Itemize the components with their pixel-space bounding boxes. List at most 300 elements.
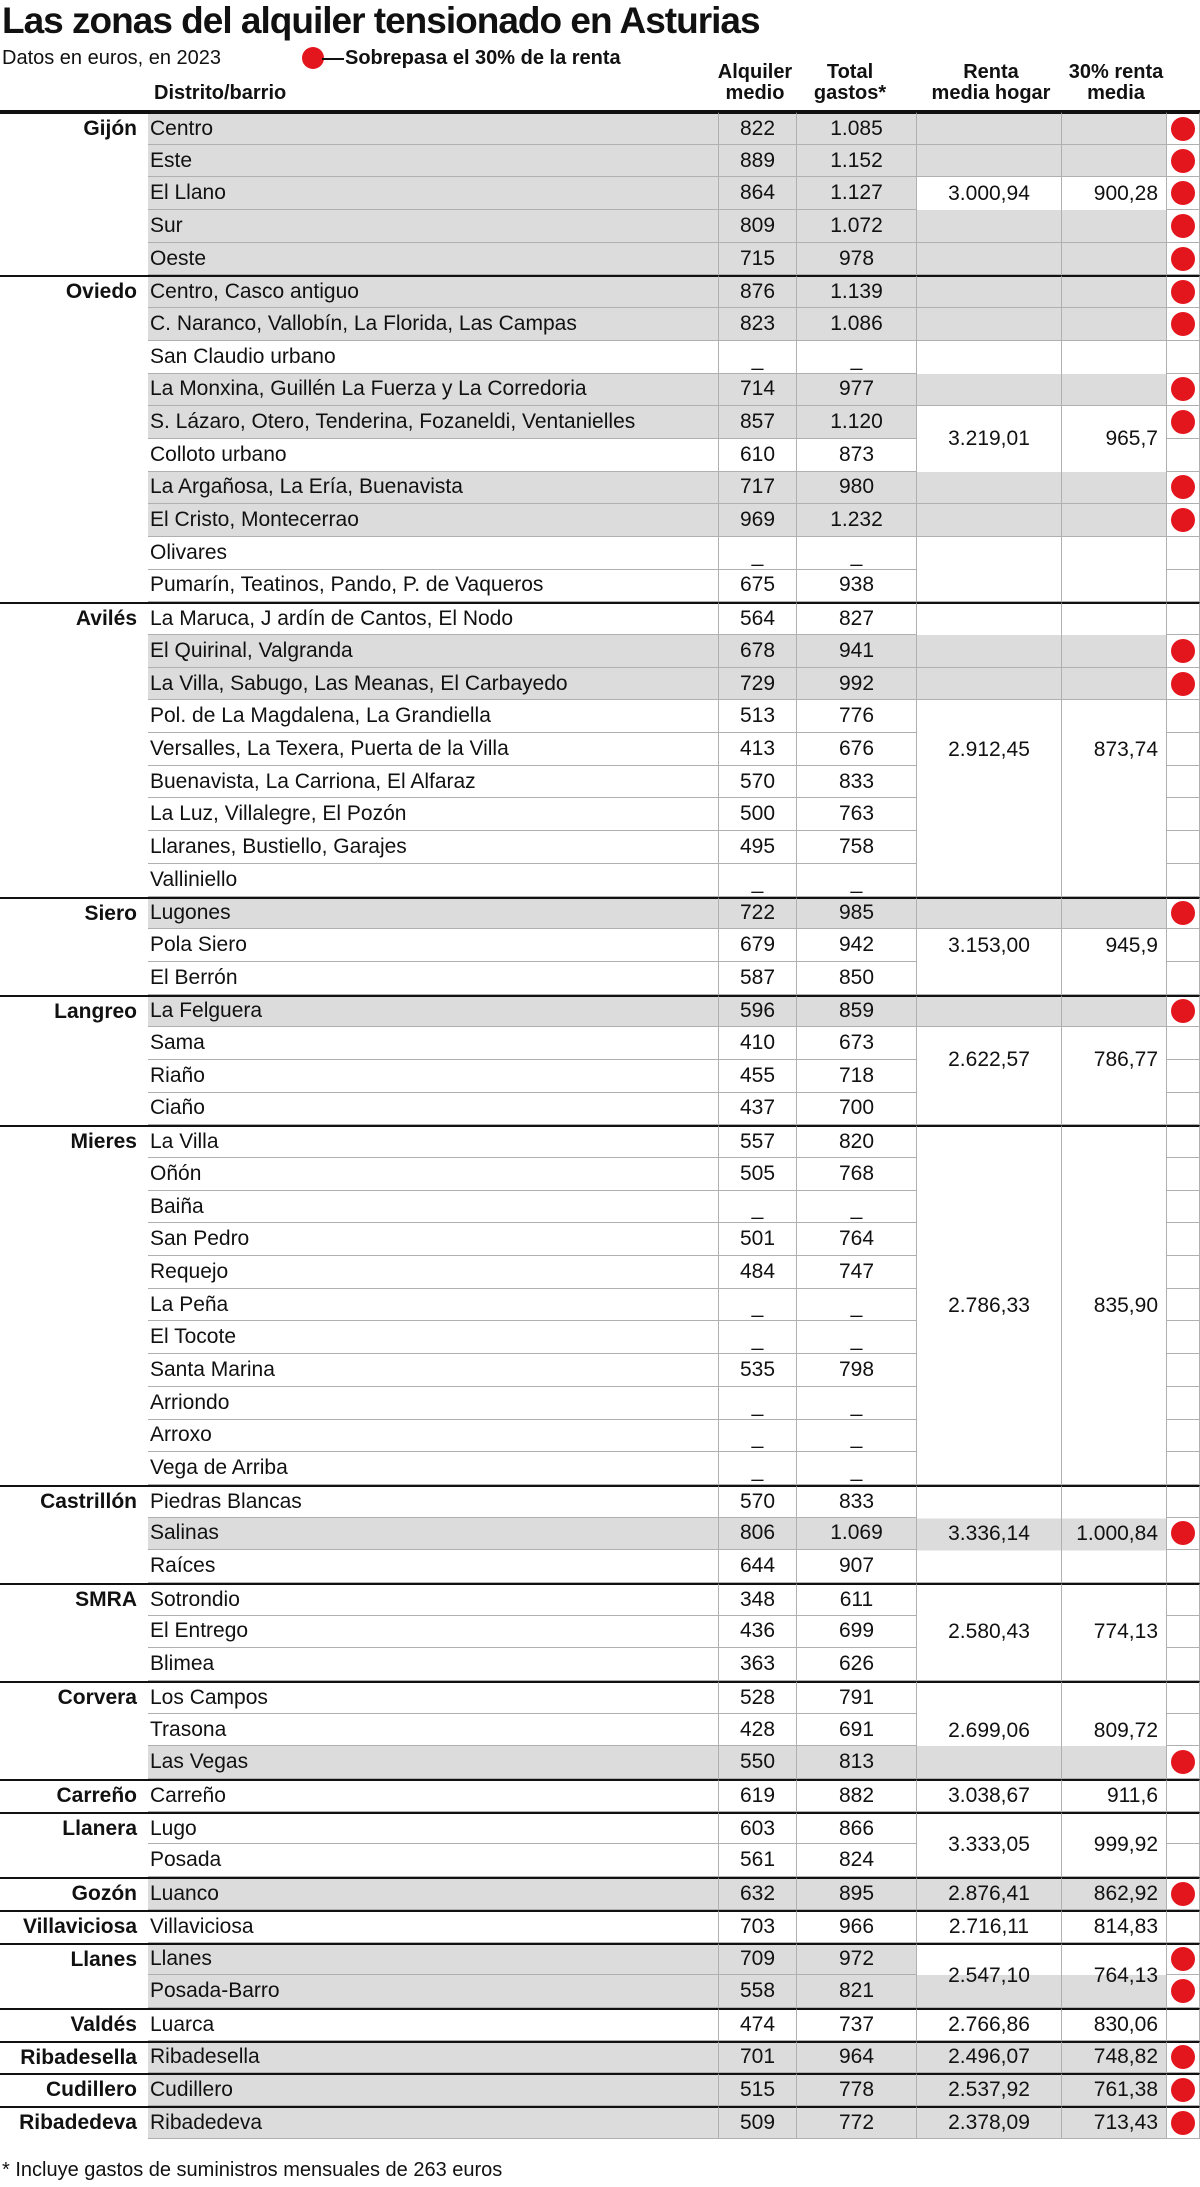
rent-value: 500 — [718, 798, 796, 831]
over-threshold-cell — [1166, 700, 1200, 733]
total-value: 691 — [796, 1714, 916, 1747]
district-name: San Pedro — [148, 1223, 718, 1256]
over-threshold-cell — [1166, 1943, 1200, 1976]
over-threshold-cell — [1166, 2008, 1200, 2041]
over-threshold-cell — [1166, 1387, 1200, 1420]
district-name: Cudillero — [148, 2073, 718, 2106]
household-income-value: 3.153,00 — [916, 897, 1061, 995]
household-income-value: 2.766,86 — [916, 2008, 1061, 2041]
rent-value: 535 — [718, 1354, 796, 1387]
over-threshold-cell — [1166, 570, 1200, 603]
thirty-percent-income-value: 830,06 — [1061, 2008, 1166, 2041]
district-name: La Felguera — [148, 995, 718, 1028]
municipality-label: Avilés — [0, 602, 148, 896]
thirty-percent-income-value: 809,72 — [1061, 1681, 1166, 1779]
over-threshold-cell — [1166, 1779, 1200, 1812]
district-name: Luanco — [148, 1877, 718, 1910]
rent-value: 823 — [718, 308, 796, 341]
rent-value: 505 — [718, 1158, 796, 1191]
over-threshold-dot-icon — [1171, 1521, 1195, 1545]
thirty-percent-income-value: 862,92 — [1061, 1877, 1166, 1910]
district-name: Las Vegas — [148, 1746, 718, 1779]
rent-value: 413 — [718, 733, 796, 766]
over-threshold-cell — [1166, 1518, 1200, 1551]
thirty-percent-income-value: 764,13 — [1061, 1943, 1166, 2008]
municipality-label: Cudillero — [0, 2073, 148, 2106]
district-name: Olivares — [148, 537, 718, 570]
over-threshold-cell — [1166, 831, 1200, 864]
over-threshold-cell — [1166, 1158, 1200, 1191]
over-threshold-dot-icon — [1171, 181, 1195, 205]
total-value: 768 — [796, 1158, 916, 1191]
rent-value: 619 — [718, 1779, 796, 1812]
total-value: 758 — [796, 831, 916, 864]
thirty-percent-income-value: 911,6 — [1061, 1779, 1166, 1812]
district-name: Oeste — [148, 243, 718, 276]
thirty-percent-income-value: 873,74 — [1061, 602, 1166, 896]
district-name: Arroxo — [148, 1420, 718, 1453]
municipality-label: Oviedo — [0, 275, 148, 602]
over-threshold-cell — [1166, 243, 1200, 276]
rent-table — [0, 112, 1200, 2138]
thirty-percent-income-value: 835,90 — [1061, 1125, 1166, 1485]
rent-value: 570 — [718, 766, 796, 799]
total-value: 977 — [796, 374, 916, 407]
household-income-value: 3.336,14 — [916, 1485, 1061, 1583]
over-threshold-cell — [1166, 374, 1200, 407]
over-threshold-cell — [1166, 406, 1200, 439]
rent-value: 714 — [718, 374, 796, 407]
rent-value: _ — [718, 1191, 796, 1224]
district-name: Blimea — [148, 1648, 718, 1681]
over-threshold-cell — [1166, 1648, 1200, 1681]
district-name: Colloto urbano — [148, 439, 718, 472]
over-threshold-dot-icon — [1171, 410, 1195, 434]
municipality-label: Llanes — [0, 1943, 148, 2008]
rent-value: 864 — [718, 177, 796, 210]
total-value: 611 — [796, 1583, 916, 1616]
district-name: Posada — [148, 1844, 718, 1877]
household-income-value: 2.537,92 — [916, 2073, 1061, 2106]
over-threshold-cell — [1166, 1975, 1200, 2008]
district-name: Ciaño — [148, 1093, 718, 1126]
rent-value: 722 — [718, 897, 796, 930]
rent-value: 701 — [718, 2041, 796, 2074]
thirty-percent-income-value: 713,43 — [1061, 2106, 1166, 2139]
rent-value: 501 — [718, 1223, 796, 1256]
rent-value: 679 — [718, 929, 796, 962]
district-name: Llaranes, Bustiello, Garajes — [148, 831, 718, 864]
district-name: Pola Siero — [148, 929, 718, 962]
over-threshold-dot-icon — [1171, 2111, 1195, 2135]
district-name: El Quirinal, Valgranda — [148, 635, 718, 668]
district-name: Pumarín, Teatinos, Pando, P. de Vaqueros — [148, 570, 718, 603]
over-threshold-cell — [1166, 1125, 1200, 1158]
total-value: _ — [796, 1191, 916, 1224]
district-name: S. Lázaro, Otero, Tenderina, Fozaneldi, Ventanielles — [148, 406, 718, 439]
over-threshold-cell — [1166, 504, 1200, 537]
over-threshold-cell — [1166, 1681, 1200, 1714]
header-thirty-line-2: media — [1087, 82, 1145, 104]
total-value: 778 — [796, 2073, 916, 2106]
district-name: Salinas — [148, 1518, 718, 1551]
rent-value: 528 — [718, 1681, 796, 1714]
rent-value: 436 — [718, 1616, 796, 1649]
over-threshold-cell — [1166, 995, 1200, 1028]
district-name: El Cristo, Montecerrao — [148, 504, 718, 537]
total-value: 907 — [796, 1550, 916, 1583]
total-value: 827 — [796, 602, 916, 635]
household-income-value: 2.547,10 — [916, 1943, 1061, 2008]
district-name: La Luz, Villalegre, El Pozón — [148, 798, 718, 831]
district-name: La Maruca, J ardín de Cantos, El Nodo — [148, 602, 718, 635]
over-threshold-cell — [1166, 439, 1200, 472]
over-threshold-cell — [1166, 1746, 1200, 1779]
thirty-percent-income-value: 999,92 — [1061, 1812, 1166, 1877]
total-value: 1.232 — [796, 504, 916, 537]
total-value: 850 — [796, 962, 916, 995]
over-threshold-cell — [1166, 2041, 1200, 2074]
household-income-value: 2.496,07 — [916, 2041, 1061, 2074]
over-threshold-cell — [1166, 897, 1200, 930]
over-threshold-dot-icon — [1171, 149, 1195, 173]
household-income-value: 2.786,33 — [916, 1125, 1061, 1485]
total-value: 980 — [796, 472, 916, 505]
rent-value: 715 — [718, 243, 796, 276]
over-threshold-cell — [1166, 864, 1200, 897]
rent-value: 564 — [718, 602, 796, 635]
total-value: 737 — [796, 2008, 916, 2041]
over-threshold-cell — [1166, 112, 1200, 145]
rent-value: 632 — [718, 1877, 796, 1910]
total-value: 718 — [796, 1060, 916, 1093]
rent-value: 717 — [718, 472, 796, 505]
header-rent-line-1: Alquiler — [717, 61, 793, 83]
total-value: _ — [796, 1289, 916, 1322]
total-value: 824 — [796, 1844, 916, 1877]
rent-value: 889 — [718, 145, 796, 178]
rent-value: 709 — [718, 1943, 796, 1976]
thirty-percent-income-value: 814,83 — [1061, 1910, 1166, 1943]
over-threshold-cell — [1166, 929, 1200, 962]
total-value: 866 — [796, 1812, 916, 1845]
rent-value: 610 — [718, 439, 796, 472]
total-value: _ — [796, 341, 916, 374]
thirty-percent-income-value: 774,13 — [1061, 1583, 1166, 1681]
rent-value: 806 — [718, 1518, 796, 1551]
header-district: Distrito/barrio — [154, 82, 287, 104]
total-value: 626 — [796, 1648, 916, 1681]
over-threshold-dot-icon — [1171, 999, 1195, 1023]
district-name: Ribadedeva — [148, 2106, 718, 2139]
rent-value: 515 — [718, 2073, 796, 2106]
thirty-percent-income-value: 786,77 — [1061, 995, 1166, 1126]
header-thirty-line-1: 30% renta — [1068, 61, 1164, 83]
total-value: _ — [796, 1321, 916, 1354]
district-name: Centro — [148, 112, 718, 145]
rent-value: 969 — [718, 504, 796, 537]
thirty-percent-income-value: 945,9 — [1061, 897, 1166, 995]
total-value: 941 — [796, 635, 916, 668]
municipality-label: Ribadesella — [0, 2041, 148, 2074]
household-income-value: 3.333,05 — [916, 1812, 1061, 1877]
household-income-value: 2.716,11 — [916, 1910, 1061, 1943]
district-name: La Argañosa, La Ería, Buenavista — [148, 472, 718, 505]
legend-label: Sobrepasa el 30% de la renta — [345, 47, 621, 69]
district-name: El Tocote — [148, 1321, 718, 1354]
rent-value: 495 — [718, 831, 796, 864]
total-value: 820 — [796, 1125, 916, 1158]
thirty-percent-income-value: 748,82 — [1061, 2041, 1166, 2074]
district-name: Los Campos — [148, 1681, 718, 1714]
total-value: 1.120 — [796, 406, 916, 439]
total-value: 966 — [796, 1910, 916, 1943]
rent-value: 587 — [718, 962, 796, 995]
rent-value: _ — [718, 341, 796, 374]
over-threshold-cell — [1166, 1485, 1200, 1518]
rent-value: 876 — [718, 275, 796, 308]
total-value: 873 — [796, 439, 916, 472]
over-threshold-cell — [1166, 1256, 1200, 1289]
over-threshold-dot-icon — [1171, 1947, 1195, 1971]
district-name: Sama — [148, 1027, 718, 1060]
rent-value: _ — [718, 1452, 796, 1485]
total-value: 1.085 — [796, 112, 916, 145]
household-income-value: 3.000,94 — [916, 112, 1061, 275]
district-name: El Berrón — [148, 962, 718, 995]
header-rent-line-2: medio — [725, 82, 785, 104]
total-value: 964 — [796, 2041, 916, 2074]
municipality-label: Villaviciosa — [0, 1910, 148, 1943]
municipality-label: Corvera — [0, 1681, 148, 1779]
rent-value: 644 — [718, 1550, 796, 1583]
rent-value: 822 — [718, 112, 796, 145]
over-threshold-dot-icon — [1171, 312, 1195, 336]
rent-value: 570 — [718, 1485, 796, 1518]
district-name: El Llano — [148, 177, 718, 210]
footnote: * Incluye gastos de suministros mensuales de 263 euros — [2, 2159, 503, 2181]
total-value: 978 — [796, 243, 916, 276]
district-name: Pol. de La Magdalena, La Grandiella — [148, 700, 718, 733]
over-threshold-dot-icon — [1171, 1750, 1195, 1774]
total-value: 764 — [796, 1223, 916, 1256]
total-value: 776 — [796, 700, 916, 733]
municipality-label: Gijón — [0, 112, 148, 275]
district-name: Buenavista, La Carriona, El Alfaraz — [148, 766, 718, 799]
over-threshold-dot-icon — [1171, 508, 1195, 532]
rent-value: 363 — [718, 1648, 796, 1681]
legend-red-dot-icon — [302, 47, 324, 69]
total-value: 676 — [796, 733, 916, 766]
over-threshold-cell — [1166, 635, 1200, 668]
over-threshold-cell — [1166, 210, 1200, 243]
header-income — [920, 62, 1062, 104]
over-threshold-cell — [1166, 668, 1200, 701]
total-value: 895 — [796, 1877, 916, 1910]
header-income-line-2: media hogar — [931, 82, 1051, 104]
rent-value: 474 — [718, 2008, 796, 2041]
rent-value: 857 — [718, 406, 796, 439]
district-name: Baiña — [148, 1191, 718, 1224]
header-total — [800, 62, 900, 104]
over-threshold-dot-icon — [1171, 2045, 1195, 2069]
rent-value: 675 — [718, 570, 796, 603]
total-value: 791 — [796, 1681, 916, 1714]
household-income-value: 2.378,09 — [916, 2106, 1061, 2139]
district-name: San Claudio urbano — [148, 341, 718, 374]
total-value: 938 — [796, 570, 916, 603]
rent-value: _ — [718, 537, 796, 570]
district-name: La Peña — [148, 1289, 718, 1322]
header-income-line-1: Renta — [963, 61, 1019, 83]
district-name: Este — [148, 145, 718, 178]
district-name: Arriondo — [148, 1387, 718, 1420]
thirty-percent-income-value: 965,7 — [1061, 275, 1166, 602]
over-threshold-cell — [1166, 1223, 1200, 1256]
district-name: Sur — [148, 210, 718, 243]
rent-value: 410 — [718, 1027, 796, 1060]
total-value: 1.072 — [796, 210, 916, 243]
rent-value: 455 — [718, 1060, 796, 1093]
over-threshold-cell — [1166, 1093, 1200, 1126]
total-value: 992 — [796, 668, 916, 701]
household-income-value: 2.622,57 — [916, 995, 1061, 1126]
over-threshold-cell — [1166, 1452, 1200, 1485]
rent-value: 509 — [718, 2106, 796, 2139]
rent-value: 428 — [718, 1714, 796, 1747]
total-value: 772 — [796, 2106, 916, 2139]
total-value: 1.152 — [796, 145, 916, 178]
total-value: 859 — [796, 995, 916, 1028]
over-threshold-cell — [1166, 1027, 1200, 1060]
over-threshold-cell — [1166, 962, 1200, 995]
district-name: La Villa — [148, 1125, 718, 1158]
district-name: Piedras Blancas — [148, 1485, 718, 1518]
over-threshold-dot-icon — [1171, 214, 1195, 238]
municipality-label: Gozón — [0, 1877, 148, 1910]
over-threshold-dot-icon — [1171, 2078, 1195, 2102]
over-threshold-cell — [1166, 1583, 1200, 1616]
thirty-percent-income-value: 1.000,84 — [1061, 1485, 1166, 1583]
header-rent — [710, 62, 800, 104]
rent-value: 596 — [718, 995, 796, 1028]
total-value: _ — [796, 1387, 916, 1420]
district-name: Santa Marina — [148, 1354, 718, 1387]
municipality-label: Valdés — [0, 2008, 148, 2041]
municipality-label: Siero — [0, 897, 148, 995]
district-name: El Entrego — [148, 1616, 718, 1649]
total-value: _ — [796, 1452, 916, 1485]
district-name: Sotrondio — [148, 1583, 718, 1616]
household-income-value: 3.038,67 — [916, 1779, 1061, 1812]
total-value: _ — [796, 537, 916, 570]
thirty-percent-income-value: 761,38 — [1061, 2073, 1166, 2106]
over-threshold-cell — [1166, 1060, 1200, 1093]
district-name: Ribadesella — [148, 2041, 718, 2074]
municipality-label: Ribadedeva — [0, 2106, 148, 2139]
over-threshold-dot-icon — [1171, 247, 1195, 271]
rent-value: _ — [718, 1289, 796, 1322]
rent-value: 484 — [718, 1256, 796, 1289]
total-value: 747 — [796, 1256, 916, 1289]
rent-value: _ — [718, 1387, 796, 1420]
district-name: C. Naranco, Vallobín, La Florida, Las Campas — [148, 308, 718, 341]
total-value: 1.069 — [796, 1518, 916, 1551]
district-name: Oñón — [148, 1158, 718, 1191]
rent-value: 603 — [718, 1812, 796, 1845]
header-total-line-1: Total — [826, 61, 874, 83]
over-threshold-cell — [1166, 1420, 1200, 1453]
total-value: 813 — [796, 1746, 916, 1779]
district-name: Trasona — [148, 1714, 718, 1747]
total-value: 821 — [796, 1975, 916, 2008]
rent-value: 809 — [718, 210, 796, 243]
rent-value: 678 — [718, 635, 796, 668]
over-threshold-cell — [1166, 1191, 1200, 1224]
over-threshold-dot-icon — [1171, 672, 1195, 696]
over-threshold-cell — [1166, 1550, 1200, 1583]
household-income-value: 2.580,43 — [916, 1583, 1061, 1681]
total-value: 763 — [796, 798, 916, 831]
rent-value: 729 — [718, 668, 796, 701]
over-threshold-dot-icon — [1171, 901, 1195, 925]
district-name: Riaño — [148, 1060, 718, 1093]
over-threshold-dot-icon — [1171, 377, 1195, 401]
municipality-label: Langreo — [0, 995, 148, 1126]
total-value: 882 — [796, 1779, 916, 1812]
municipality-label: Carreño — [0, 1779, 148, 1812]
district-name: La Monxina, Guillén La Fuerza y La Corredoria — [148, 374, 718, 407]
rent-value: _ — [718, 1321, 796, 1354]
municipality-label: Mieres — [0, 1125, 148, 1485]
over-threshold-cell — [1166, 2073, 1200, 2106]
district-name: Centro, Casco antiguo — [148, 275, 718, 308]
total-value: 833 — [796, 1485, 916, 1518]
over-threshold-cell — [1166, 1289, 1200, 1322]
total-value: 1.127 — [796, 177, 916, 210]
district-name: Llanes — [148, 1943, 718, 1976]
page-title: Las zonas del alquiler tensionado en Asturias — [2, 0, 760, 41]
over-threshold-cell — [1166, 537, 1200, 570]
total-value: _ — [796, 864, 916, 897]
over-threshold-cell — [1166, 1812, 1200, 1845]
total-value: 798 — [796, 1354, 916, 1387]
household-income-value: 2.876,41 — [916, 1877, 1061, 1910]
municipality-label: Llanera — [0, 1812, 148, 1877]
total-value: 833 — [796, 766, 916, 799]
over-threshold-cell — [1166, 1321, 1200, 1354]
district-name: Requejo — [148, 1256, 718, 1289]
over-threshold-cell — [1166, 145, 1200, 178]
over-threshold-dot-icon — [1171, 475, 1195, 499]
district-name: Luarca — [148, 2008, 718, 2041]
legend-connector-line — [322, 58, 344, 60]
over-threshold-dot-icon — [1171, 1979, 1195, 2003]
district-name: Lugones — [148, 897, 718, 930]
rent-value: 703 — [718, 1910, 796, 1943]
over-threshold-dot-icon — [1171, 280, 1195, 304]
rent-value: 437 — [718, 1093, 796, 1126]
district-name: Vega de Arriba — [148, 1452, 718, 1485]
header-total-line-2: gastos* — [813, 82, 887, 104]
over-threshold-cell — [1166, 275, 1200, 308]
rent-value: 558 — [718, 1975, 796, 2008]
total-value: 699 — [796, 1616, 916, 1649]
over-threshold-cell — [1166, 308, 1200, 341]
over-threshold-dot-icon — [1171, 1882, 1195, 1906]
total-value: 1.139 — [796, 275, 916, 308]
over-threshold-cell — [1166, 1877, 1200, 1910]
